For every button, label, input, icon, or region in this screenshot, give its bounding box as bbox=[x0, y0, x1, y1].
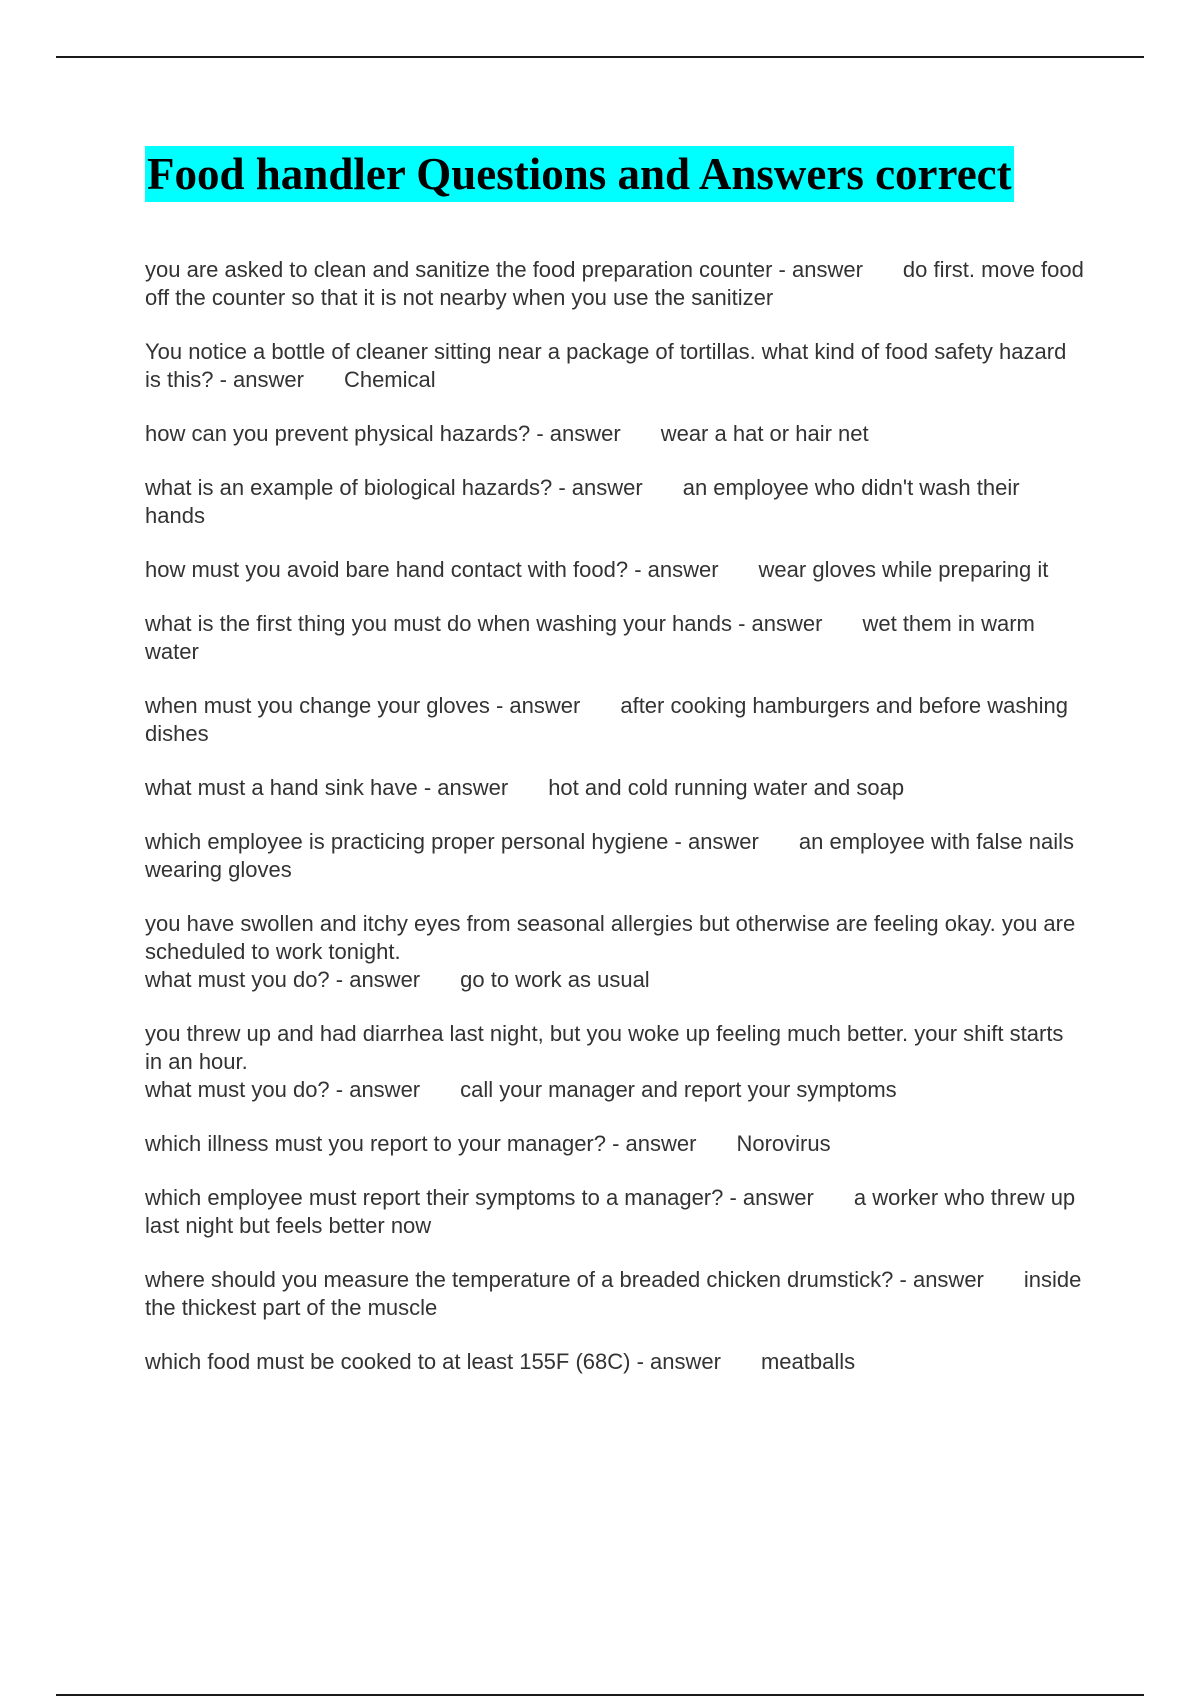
answer-text: meatballs bbox=[760, 1349, 856, 1374]
answer-text: after cooking hamburgers and before washing dishes bbox=[145, 693, 1068, 746]
question-text: what is the first thing you must do when washing your hands - answer bbox=[145, 611, 823, 636]
question-text: you threw up and had diarrhea last night, but you woke up feeling much better. your shift starts in an hour. what must you do? - answer bbox=[145, 1021, 1064, 1102]
answer-text: hot and cold running water and soap bbox=[548, 775, 905, 800]
question-text: when must you change your gloves - answer bbox=[145, 693, 581, 718]
answer-text: go to work as usual bbox=[460, 967, 650, 992]
answer-text: call your manager and report your symptoms bbox=[460, 1077, 897, 1102]
qa-item bbox=[145, 774, 1085, 802]
qa-item bbox=[145, 692, 1085, 748]
qa-item bbox=[145, 420, 1085, 448]
question-text: where should you measure the temperature of a breaded chicken drumstick? - answer bbox=[145, 1267, 984, 1292]
answer-text: wear gloves while preparing it bbox=[758, 557, 1049, 582]
qa-item bbox=[145, 474, 1085, 530]
qa-list bbox=[145, 256, 1085, 1402]
answer-text: wet them in warm water bbox=[145, 611, 1035, 664]
footer-rule bbox=[56, 1694, 1144, 1696]
answer-text: Chemical bbox=[343, 367, 436, 392]
answer-text: an employee who didn't wash their hands bbox=[145, 475, 1020, 528]
header-rule bbox=[56, 56, 1144, 58]
qa-item bbox=[145, 1184, 1085, 1240]
qa-item bbox=[145, 256, 1085, 312]
qa-item bbox=[145, 556, 1085, 584]
question-text: how must you avoid bare hand contact with food? - answer bbox=[145, 557, 719, 582]
answer-text: an employee with false nails wearing gloves bbox=[145, 829, 1075, 882]
question-text: you have swollen and itchy eyes from seasonal allergies but otherwise are feeling okay. you are scheduled to work tonight. what must you do? - answer bbox=[145, 911, 1076, 992]
question-text: which illness must you report to your manager? - answer bbox=[145, 1131, 697, 1156]
qa-item bbox=[145, 610, 1085, 666]
question-text: what must a hand sink have - answer bbox=[145, 775, 509, 800]
qa-item bbox=[145, 1130, 1085, 1158]
answer-text: inside the thickest part of the muscle bbox=[145, 1267, 1082, 1320]
question-text: which employee is practicing proper personal hygiene - answer bbox=[145, 829, 759, 854]
qa-item bbox=[145, 1266, 1085, 1322]
question-text: which food must be cooked to at least 155F (68C) - answer bbox=[145, 1349, 721, 1374]
qa-item bbox=[145, 828, 1085, 884]
question-text: what is an example of biological hazards? - answer bbox=[145, 475, 643, 500]
page-title: Food handler Questions and Answers correct bbox=[145, 146, 1014, 202]
question-text: how can you prevent physical hazards? - answer bbox=[145, 421, 621, 446]
title-block bbox=[145, 146, 1014, 202]
qa-item bbox=[145, 1348, 1085, 1376]
qa-item bbox=[145, 338, 1085, 394]
answer-text: wear a hat or hair net bbox=[660, 421, 869, 446]
qa-item bbox=[145, 1020, 1085, 1104]
question-text: which employee must report their symptoms to a manager? - answer bbox=[145, 1185, 814, 1210]
qa-item bbox=[145, 910, 1085, 994]
answer-text: a worker who threw up last night but feels better now bbox=[145, 1185, 1076, 1238]
answer-text: Norovirus bbox=[736, 1131, 831, 1156]
question-text: You notice a bottle of cleaner sitting near a package of tortillas. what kind of food safety hazard is this? - answer bbox=[145, 339, 1067, 392]
answer-text: do first. move food off the counter so that it is not nearby when you use the sanitizer bbox=[145, 257, 1084, 310]
question-text: you are asked to clean and sanitize the food preparation counter - answer bbox=[145, 257, 863, 282]
